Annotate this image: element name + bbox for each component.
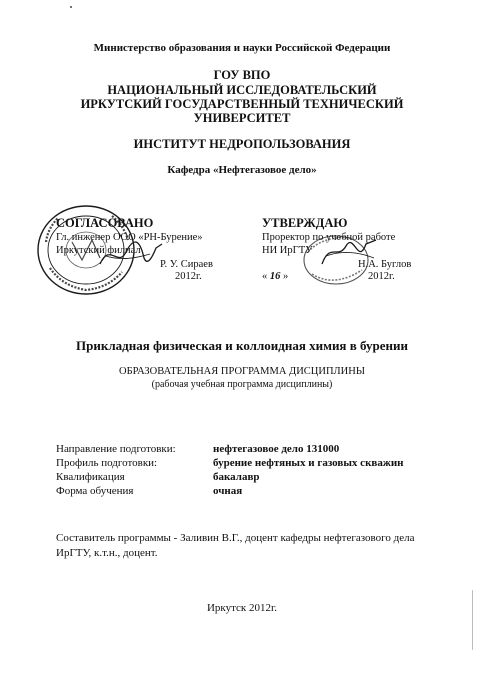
approval-right-date — [262, 271, 288, 282]
approval-left-year: 2012г. — [175, 271, 202, 282]
author-line-1: Составитель программы - Заливин В.Г., доцент кафедры нефтегазового дела — [56, 532, 415, 544]
author-line-2: ИрГТУ, к.т.н., доцент. — [56, 547, 158, 559]
approval-right-org: НИ ИрГТУ — [262, 245, 313, 256]
program-title: ОБРАЗОВАТЕЛЬНАЯ ПРОГРАММА ДИСЦИПЛИНЫ — [118, 366, 365, 377]
info-value: бурение нефтяных и газовых скважин — [213, 457, 404, 469]
approval-right-year: 2012г. — [368, 271, 395, 282]
date-day-handwritten: 16 — [269, 271, 281, 282]
program-subtitle: (рабочая учебная программа дисциплины) — [151, 379, 333, 390]
university-line-1: НАЦИОНАЛЬНЫЙ ИССЛЕДОВАТЕЛЬСКИЙ — [107, 83, 377, 97]
signature-right-icon — [318, 236, 382, 270]
university-line-3: УНИВЕРСИТЕТ — [193, 111, 291, 125]
info-label: Квалификация — [56, 471, 125, 483]
discipline-title: Прикладная физическая и коллоидная химия в бурении — [76, 338, 408, 353]
institute-line: ИНСТИТУТ НЕДРОПОЛЬЗОВАНИЯ — [133, 137, 351, 151]
city-year: Иркутск 2012г. — [206, 602, 278, 614]
info-label: Профиль подготовки: — [56, 457, 158, 469]
info-value: нефтегазовое дело 131000 — [213, 443, 340, 455]
scan-speck — [70, 6, 72, 8]
approval-right-position: Проректор по учебной работе — [262, 232, 396, 243]
info-label: Форма обучения — [56, 485, 134, 497]
approval-right-name: Н.А. Буглов — [358, 259, 412, 270]
date-quote-close: » — [283, 271, 289, 282]
approval-left-branch: Иркутский филиал — [56, 245, 141, 256]
date-quote-open: « — [262, 271, 268, 282]
signature-left-icon — [96, 238, 166, 272]
approval-left-name: Р. У. Сираев — [160, 259, 213, 270]
approval-left-position: Гл. инженер ООО «РН-Бурение» — [56, 232, 203, 243]
info-label: Направление подготовки: — [56, 443, 176, 455]
department-line: Кафедра «Нефтегазовое дело» — [167, 164, 317, 176]
university-line-2: ИРКУТСКИЙ ГОСУДАРСТВЕННЫЙ ТЕХНИЧЕСКИЙ — [80, 97, 404, 111]
info-value: очная — [213, 485, 243, 497]
approved-title-left: СОГЛАСОВАНО — [56, 216, 154, 230]
gou-line: ГОУ ВПО — [213, 68, 271, 82]
scan-edge-mark — [472, 590, 473, 650]
ministry-line: Министерство образования и науки Российской Федерации — [93, 42, 391, 54]
info-value: бакалавр — [213, 471, 260, 483]
approve-title-right: УТВЕРЖДАЮ — [262, 216, 348, 230]
